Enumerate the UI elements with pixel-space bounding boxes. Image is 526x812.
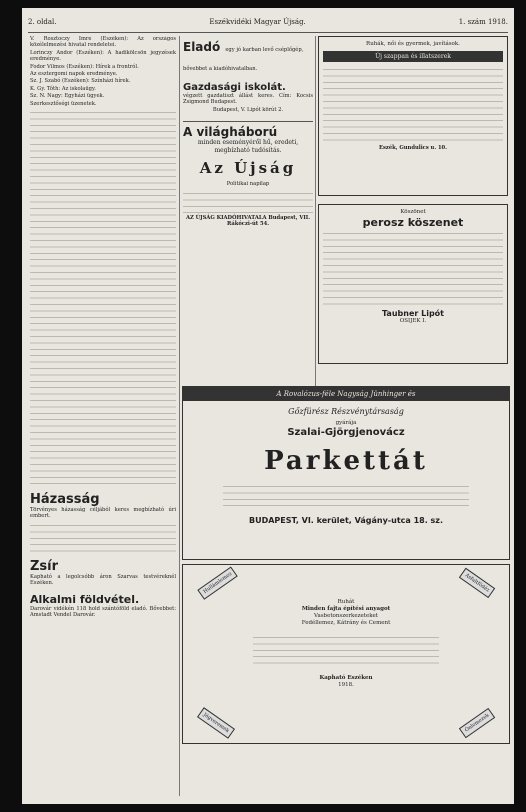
column-ads-right [318,36,508,396]
ad-box-coal-heading: Köszönet [400,209,426,215]
text-body [223,482,469,510]
news-item: K. Gy. Tóth: Az iskolaügy. [30,85,96,92]
text-body [30,108,176,488]
ad-lard-text: Kapható a legolcsóbb áron Szarvas testvéreknél Eszéken. [30,573,176,587]
ad-ujsag-footer: AZ ÚJSÁG KIADÓHIVATALA Budapest, VII. Rákóczi-út 54. [185,214,311,228]
ad-building-center [253,599,439,689]
ad-lard [30,559,176,587]
header-rule [28,32,508,33]
ad-marriage-text: Törvényes házasság céljából keres megbízható úri embert. [30,507,176,520]
ad-school-address: Budapest, V. Lipót körút 2. [212,106,284,113]
ad-building-line: Vasbetonszerkezeteket [313,613,378,619]
news-item: Az esztergomi napok eredménye. [30,71,118,78]
ad-building-line: Ruhát [337,599,355,605]
ad-parquet-city: BUDAPEST, VI. kerület, Vágány-utca 18. sz. [248,516,443,525]
ad-lard-title: Zsír [30,558,59,574]
page-number: 2. oldal. [28,18,57,26]
text-body [253,633,439,669]
ad-ujsag-title: Az Újság [199,159,297,178]
news-item: V. Rosztoczy Imre (Eszéken): Az országos közélelmezési hivatal rendeletei. [30,36,176,49]
ad-land-text: Darovár vidékén 118 hold szántóföld eladó. Bővebbet: Amstadt Vendel Darovár. [30,605,176,619]
ad-box-soap [318,36,508,196]
news-item: Sz. J. Szabó (Eszéken): Színházi hírek. [30,78,131,85]
ad-parquet-company: Gőzfürész Részvénytársaság [288,407,404,416]
ad-land-title: Alkalmi földvétel. [30,592,140,606]
ad-box-coal [318,204,508,364]
ad-box-coal-name: Taubner Lipót [382,309,444,318]
ad-world-war-title: A világháború [183,125,278,140]
ad-building-line: Kapható Eszéken [319,675,373,681]
ad-for-sale [183,36,313,74]
news-list [30,36,176,488]
ad-parquet-line2: Szalai-Gjörgjenovácz [287,427,405,438]
ad-box-soap-strip: Új szappan és illatszerek [323,51,503,62]
ad-ujsag-subtitle: Politikai napilap [226,181,270,188]
ad-marriage-title: Házasság [30,492,100,508]
ad-parquet-line1: gyárája [335,420,357,426]
ad-school-text: végzett gazdatiszt állást keres. Cím: Kocsis Zsigmond Budapest. [183,93,313,106]
ad-box-coal-city: OSIJEK I. [399,318,427,324]
news-item: Fodor Vilmos (Eszéken): Hírek a frontról. [30,63,139,70]
ad-world-war-text: minden eseményéről hű, eredeti, megbízható tudósítás. [197,139,299,155]
ad-world-war [183,121,313,227]
ad-box-soap-text: Ruhák, női és gyermek, javítások. [366,41,460,47]
corner-label: Asfaltfödéz [459,568,496,599]
text-body [323,65,503,145]
ad-box-soap-address: Eszék, Gundulics u. 10. [379,145,447,151]
news-item: Szerkesztőségi üzenetek. [30,100,97,107]
corner-label: Hullámlemez [197,566,238,600]
ad-parquet-big: Parkettát [264,446,428,476]
column-rule-2 [315,36,316,396]
page-header [28,18,508,30]
text-body [30,521,176,555]
column-news [30,36,176,796]
ad-box-coal-title: perosz köszenet [362,216,464,229]
price-list [183,189,313,215]
paper-name: Eszékvidéki Magyar Újság. [209,18,306,26]
ad-building-materials [182,564,510,744]
ad-marriage [30,492,176,555]
ad-land [30,593,176,619]
ad-building-line: 1918. [338,682,354,688]
news-item: Sz. N. Nagy: Egyházi ügyek. [30,93,105,100]
ad-for-sale-text: egy jó karban levő cséplőgép, bővebbet a kiadóhivatalban. [183,47,304,72]
corner-label: Jégveremek [197,707,235,739]
ad-building-line: Fedéllemez, Kátrány és Cement [301,620,391,626]
ad-for-sale-title: Eladó [183,40,221,54]
issue-date: 1. szám 1918. [458,18,508,26]
newspaper-page [22,8,514,804]
corner-label: Ónlemezek [459,708,496,739]
news-item: Lorinczy Andor (Eszéken): A hadikölcsön jegyzések eredménye. [30,49,176,63]
ad-parquet [182,386,510,560]
column-rule-1 [179,36,180,796]
ad-school-title: Gazdasági iskolát. [183,82,286,93]
text-body [323,229,503,309]
ad-building-line: Minden fajta építési anyagot [301,606,391,612]
ad-parquet-top: A Rovalózus-féle Nagyság Jünhinger és [183,387,509,401]
column-ads-middle [183,36,313,396]
ad-school [183,82,313,113]
